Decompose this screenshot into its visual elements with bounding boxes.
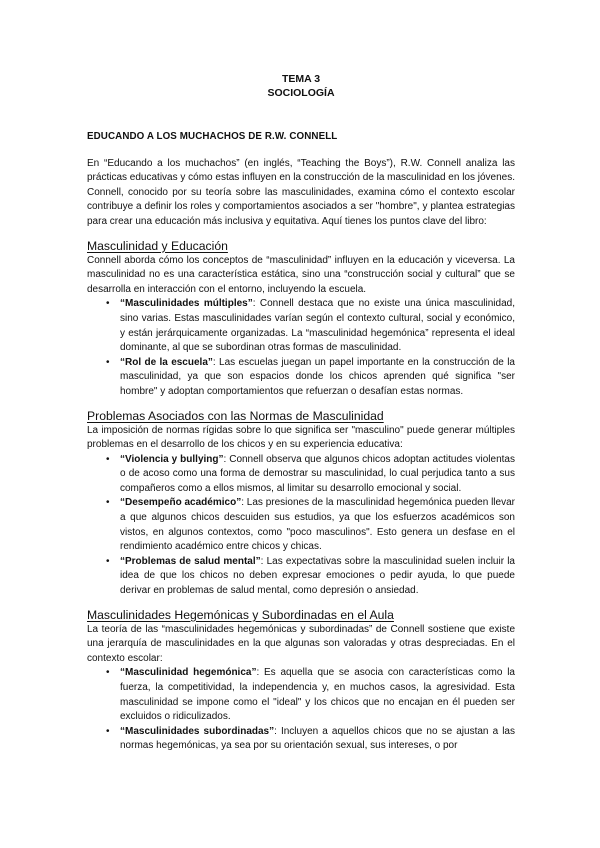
list-item-text: : Connell observa que algunos chicos adoptan actitudes violentas o de acoso como una forma de demostrar su masculinidad, lo cual perjudica tanto a sus compañeros como a ellos mismos, al limitar su desarrollo emocional y social. [120, 453, 515, 494]
subject-title: SOCIOLOGÍA [267, 87, 335, 99]
list-item [87, 496, 515, 554]
list-item-text: : Incluyen a aquellos chicos que no se ajustan a las normas hegemónicas, ya sea por su orientación sexual, sus intereses, o por [120, 725, 515, 752]
list-item [87, 356, 515, 400]
list-item-term: “Violencia y bullying” [120, 453, 224, 465]
bullet-icon: • [106, 497, 110, 509]
bullet-icon: • [106, 725, 110, 737]
tema-label: TEMA 3 [281, 73, 321, 85]
bullet-list [87, 453, 515, 599]
intro-paragraph: En “Educando a los muchachos” (en inglés, “Teaching the Boys”), R.W. Connell analiza las prácticas educativas y cómo estas influyen en la construcción de la masculinidad en los jóvenes. Connell, conocido por su teoría sobre las masculinidades, examina cómo el contexto escolar contribuye a definir los roles y comportamientos asociados a ser "hombre", y plantea estrategias para crear una educación más inclusiva y equitativa. Aquí tienes los puntos clave del libro: [87, 157, 516, 227]
list-item-term: “Masculinidades subordinadas” [120, 725, 275, 737]
section-heading-hegemonicas: Masculinidades Hegemónicas y Subordinadas en el Aula [87, 607, 394, 622]
bullet-icon: • [106, 356, 110, 368]
document-page [87, 72, 515, 754]
list-item-text: : Connell destaca que no existe una única masculinidad, sino varias. Estas masculinidades varían según el contexto cultural, social y económico, y están jerárquicamente organizadas. La “masculinidad hegemónica” representa el ideal dominante, al que se subordinan otras formas de masculinidad. [120, 298, 515, 354]
list-item-term: “Desempeño académico” [120, 497, 242, 509]
list-item-term: “Masculinidades múltiples” [120, 298, 253, 310]
bullet-list [87, 666, 515, 754]
list-item-term: “Rol de la escuela” [120, 356, 213, 368]
list-item-term: “Masculinidad hegemónica” [120, 667, 257, 679]
section-paragraph: La imposición de normas rígidas sobre lo que significa ser "masculino" puede generar múltiples problemas en el desarrollo de los chicos y en su experiencia educativa: [87, 424, 515, 451]
bullet-icon: • [106, 667, 110, 679]
list-item-text: : Es aquella que se asocia con características como la fuerza, la competitividad, la independencia y, en muchos casos, la agresividad. Esta masculinidad se impone como el "ideal" y los chicos que no encajan en él pueden ser excluidos o ridiculizados. [120, 667, 515, 723]
section-heading-masculinidad-educacion: Masculinidad y Educación [87, 238, 228, 253]
list-item [87, 555, 515, 599]
list-item [87, 297, 515, 355]
list-item-text: : Las expectativas sobre la masculinidad suelen incluir la idea de que los chicos no deben expresar emociones o pedir ayuda, lo que puede derivar en problemas de salud mental, como depresión o ansiedad. [120, 555, 515, 597]
bullet-list [87, 297, 515, 399]
list-item-text: : Las escuelas juegan un papel importante en la construcción de la masculinidad, ya que son espacios donde los chicos aprenden qué significa "ser hombre" y adoptan comportamientos que refuerzan o desafían estas normas. [120, 356, 515, 397]
list-item [87, 453, 515, 497]
document-title: EDUCANDO A LOS MUCHACHOS DE R.W. CONNELL [87, 131, 338, 142]
section-paragraph: La teoría de las “masculinidades hegemónicas y subordinadas” de Connell sostiene que existe una jerarquía de masculinidades en la que algunas son valoradas y otras despreciadas. En el contexto escolar: [87, 623, 515, 664]
list-item-text: : Las presiones de la masculinidad hegemónica pueden llevar a que algunos chicos descuiden sus estudios, ya que los esfuerzos académicos son vistos, en algunos contextos, como "poco masculinos". Esto genera un desfase en el rendimiento académico entre chicos y chicas. [120, 497, 515, 553]
section-paragraph: Connell aborda cómo los conceptos de “masculinidad” influyen en la educación y viceversa. La masculinidad no es una característica estática, sino una “construcción social y cultural” que se desarrolla en interacción con el entorno, incluyendo la escuela. [87, 254, 515, 295]
bullet-icon: • [106, 298, 110, 310]
bullet-icon: • [106, 555, 110, 567]
list-item [87, 725, 515, 754]
list-item-term: “Problemas de salud mental” [120, 555, 261, 567]
bullet-icon: • [106, 453, 110, 465]
section-heading-problemas: Problemas Asociados con las Normas de Masculinidad [87, 408, 384, 423]
list-item [87, 666, 515, 724]
